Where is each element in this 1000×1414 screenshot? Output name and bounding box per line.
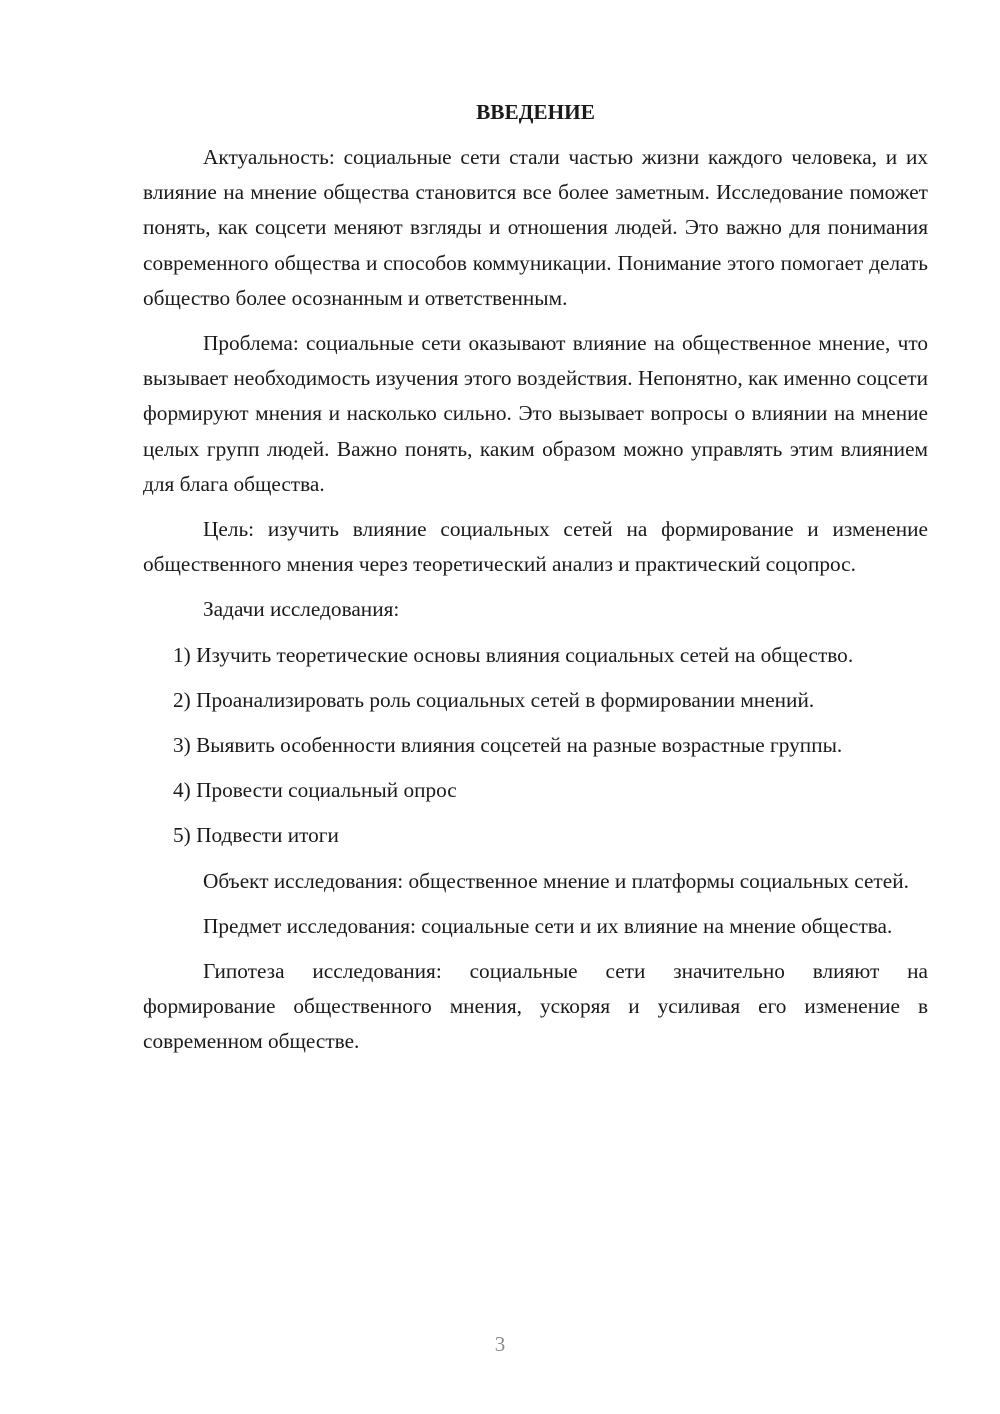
list-item: 3) Выявить особенности влияния соцсетей на разные возрастные группы. (173, 733, 843, 758)
list-item: 5) Подвести итоги (173, 823, 339, 848)
problem-paragraph: Проблема: социальные сети оказывают влияние на общественное мнение, что вызывает необходимость изучения этого воздействия. Непонятно, как именно соцсети формируют мнения и насколько сильно. Это вызывает вопросы о влиянии на мнение целых групп людей. Важно понять, каким образом можно управлять этим влиянием для блага общества. (143, 331, 928, 496)
subject-paragraph: Предмет исследования: социальные сети и их влияние на мнение общества. (203, 913, 893, 938)
list-item: 2) Проанализировать роль социальных сетей в формировании мнений. (173, 687, 815, 712)
object-paragraph: Объект исследования: общественное мнение и платформы социальных сетей. (203, 868, 909, 893)
relevance-paragraph: Актуальность: социальные сети стали частью жизни каждого человека, и их влияние на мнение общества становится все более заметным. Исследование поможет понять, как соцсети меняют взгляды и отношения людей. Это важно для понимания современного общества и способов коммуникации. Понимание этого помогает делать общество более осознанным и ответственным. (143, 145, 928, 310)
list-item: 1) Изучить теоретические основы влияния социальных сетей на общество. (173, 642, 854, 667)
tasks-heading: Задачи исследования: (203, 597, 400, 622)
page-title: ВВЕДЕНИЕ (476, 100, 595, 124)
goal-paragraph: Цель: изучить влияние социальных сетей на формирование и изменение общественного мнения через теоретический анализ и практический соцопрос. (143, 517, 928, 577)
document-page (143, 95, 928, 1070)
list-item: 4) Провести социальный опрос (173, 778, 457, 803)
hypothesis-paragraph: Гипотеза исследования: социальные сети значительно влияют на формирование общественного мнения, ускоряя и усиливая его изменение в современном обществе. (143, 959, 928, 1054)
tasks-list (143, 638, 928, 854)
page-number: 3 (494, 1332, 506, 1356)
